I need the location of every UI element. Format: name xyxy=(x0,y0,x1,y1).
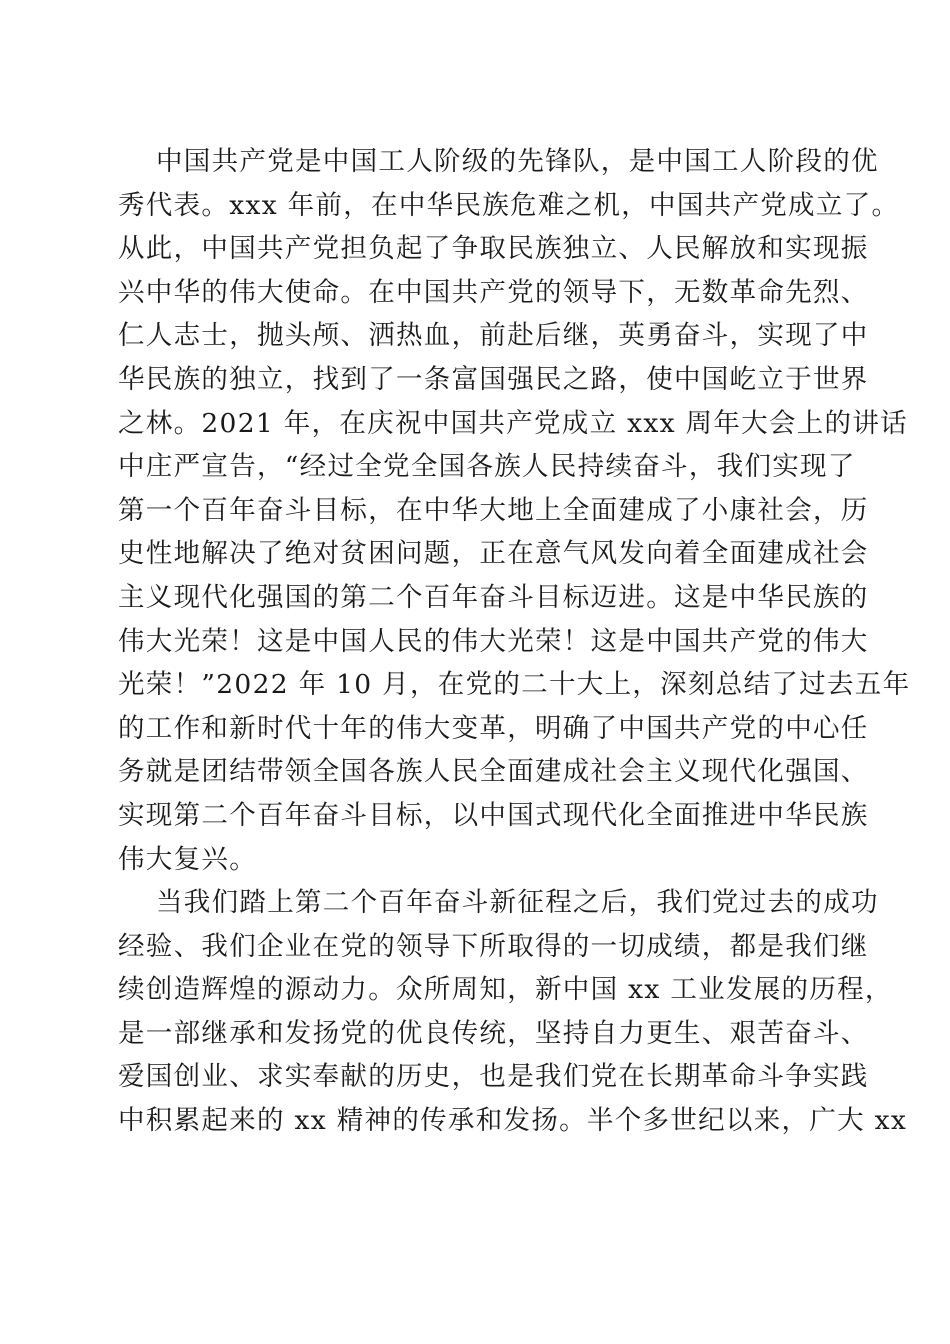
text-line: 中庄严宣告，“经过全党全国各族人民持续奋斗，我们实现了 xyxy=(118,451,856,483)
paragraph-1 xyxy=(118,140,911,881)
text-line: 续创造辉煌的源动力。众所周知，新中国 xx 工业发展的历程， xyxy=(118,974,893,1006)
text-line: 是一部继承和发扬党的优良传统，坚持自力更生、艰苦奋斗、 xyxy=(118,1017,869,1049)
text-line: 华民族的独立，找到了一条富国强民之路，使中国屹立于世界 xyxy=(118,363,869,395)
text-line: 从此，中国共产党担负起了争取民族独立、人民解放和实现振 xyxy=(118,233,869,265)
text-line: 第一个百年奋斗目标，在中华大地上全面建成了小康社会，历 xyxy=(118,494,869,526)
text-line: 爱国创业、求实奉献的历史，也是我们党在长期革命斗争实践 xyxy=(118,1061,869,1093)
text-line: 仁人志士，抛头颅、洒热血，前赴后继，英勇奋斗，实现了中 xyxy=(118,320,869,352)
text-line: 光荣！”2022 年 10 月，在党的二十大上，深刻总结了过去五年 xyxy=(118,669,911,701)
text-line: 秀代表。xxx 年前，在中华民族危难之机，中国共产党成立了。 xyxy=(118,189,900,221)
text-line: 兴中华的伟大使命。在中国共产党的领导下，无数革命先烈、 xyxy=(118,276,869,308)
text-line: 中国共产党是中国工人阶级的先锋队，是中国工人阶段的优 xyxy=(156,146,879,177)
text-line: 史性地解决了绝对贫困问题，正在意气风发向着全面建成社会 xyxy=(118,538,869,570)
text-line: 经验、我们企业在党的领导下所取得的一切成绩，都是我们继 xyxy=(118,930,869,962)
text-line: 主义现代化强国的第二个百年奋斗目标迈进。这是中华民族的 xyxy=(118,581,869,613)
text-line: 伟大光荣！这是中国人民的伟大光荣！这是中国共产党的伟大 xyxy=(118,625,869,657)
text-line: 的工作和新时代十年的伟大变革，明确了中国共产党的中心任 xyxy=(118,712,869,744)
text-line: 务就是团结带领全国各族人民全面建成社会主义现代化强国、 xyxy=(118,756,869,788)
paragraph-2 xyxy=(118,881,908,1143)
text-line: 中积累起来的 xx 精神的传承和发扬。半个多世纪以来，广大 xx xyxy=(118,1105,908,1137)
text-line: 之林。2021 年，在庆祝中国共产党成立 xxx 周年大会上的讲话 xyxy=(118,407,908,439)
text-line: 当我们踏上第二个百年奋斗新征程之后，我们党过去的成功 xyxy=(156,887,879,919)
document-body xyxy=(118,140,911,1143)
text-line: 实现第二个百年奋斗目标，以中国式现代化全面推进中华民族 xyxy=(118,799,869,831)
text-line: 伟大复兴。 xyxy=(118,843,257,875)
